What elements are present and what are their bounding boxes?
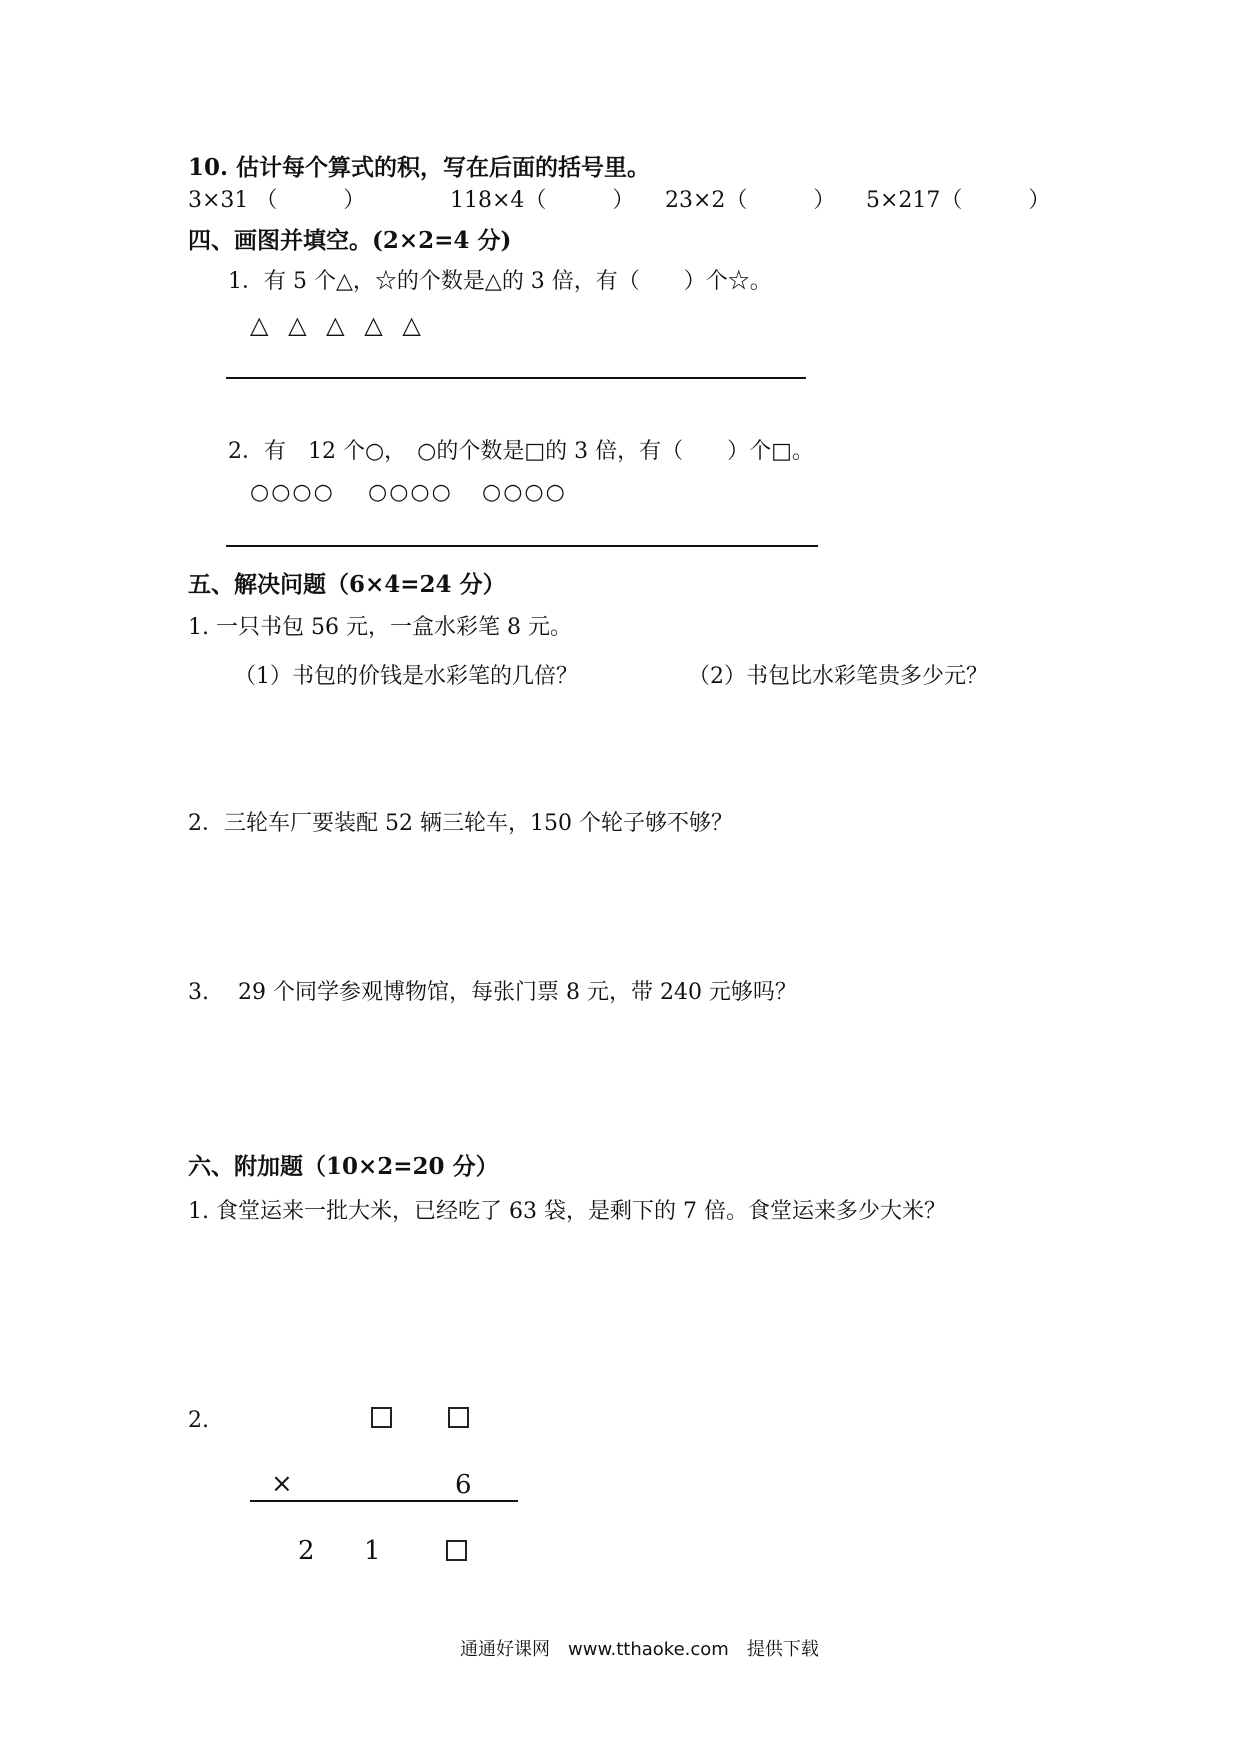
circle-group-3: ○○○○ — [482, 480, 567, 505]
section-5-heading: 五、解决问题（6×4=24 分） — [188, 571, 506, 598]
section-6-heading: 六、附加题（10×2=20 分） — [188, 1153, 499, 1180]
q10-expr-2: 118×4（ ） — [450, 188, 635, 213]
q10-title: 10. 估计每个算式的积，写在后面的括号里。 — [188, 154, 651, 181]
sec5-q3-text: 3. 29 个同学参观博物馆，每张门票 8 元，带 240 元够吗？ — [188, 980, 797, 1005]
result-digit-tens: 1 — [364, 1536, 381, 1566]
blank-box-result-ones — [446, 1540, 467, 1561]
sec5-q2-text: 2．三轮车厂要装配 52 辆三轮车，150 个轮子够不够？ — [188, 811, 733, 836]
sec5-q1-sub2: （2）书包比水彩笔贵多少元？ — [688, 664, 988, 689]
multiplication-rule — [250, 1500, 518, 1502]
sec4-q2-text: 2．有 12 个○， ○的个数是□的 3 倍，有（ ）个□。 — [228, 439, 814, 464]
blank-box-tens — [371, 1407, 392, 1428]
q10-expr-3: 23×2（ ） — [665, 188, 836, 213]
q10-expr-4: 5×217（ ） — [866, 188, 1051, 213]
sec6-q1-text: 1. 食堂运来一批大米，已经吃了 63 袋，是剩下的 7 倍。食堂运来多少大米？ — [188, 1199, 946, 1224]
blank-box-ones — [448, 1407, 469, 1428]
triangle-row: △ △ △ △ △ — [250, 311, 427, 339]
result-digit-hundreds: 2 — [298, 1536, 315, 1566]
multiplier-digit: 6 — [455, 1470, 472, 1500]
q10-expr-1: 3×31 （ ） — [188, 188, 366, 213]
sec6-q2-label: 2. — [188, 1408, 209, 1433]
drawing-line-1 — [226, 377, 806, 379]
footer-source: 通通好课网 www.tthaoke.com 提供下载 — [460, 1639, 819, 1660]
circle-group-1: ○○○○ — [250, 480, 335, 505]
section-4-heading: 四、画图并填空。(2×2=4 分) — [188, 227, 512, 254]
sec5-q1-sub1: （1）书包的价钱是水彩笔的几倍？ — [234, 664, 578, 689]
sec5-q1-text: 1. 一只书包 56 元，一盒水彩笔 8 元。 — [188, 615, 572, 640]
drawing-line-2 — [226, 545, 818, 547]
multiply-sign: × — [271, 1469, 293, 1499]
circle-group-2: ○○○○ — [368, 480, 453, 505]
sec4-q1-text: 1．有 5 个△，☆的个数是△的 3 倍，有（ ）个☆。 — [228, 269, 772, 294]
